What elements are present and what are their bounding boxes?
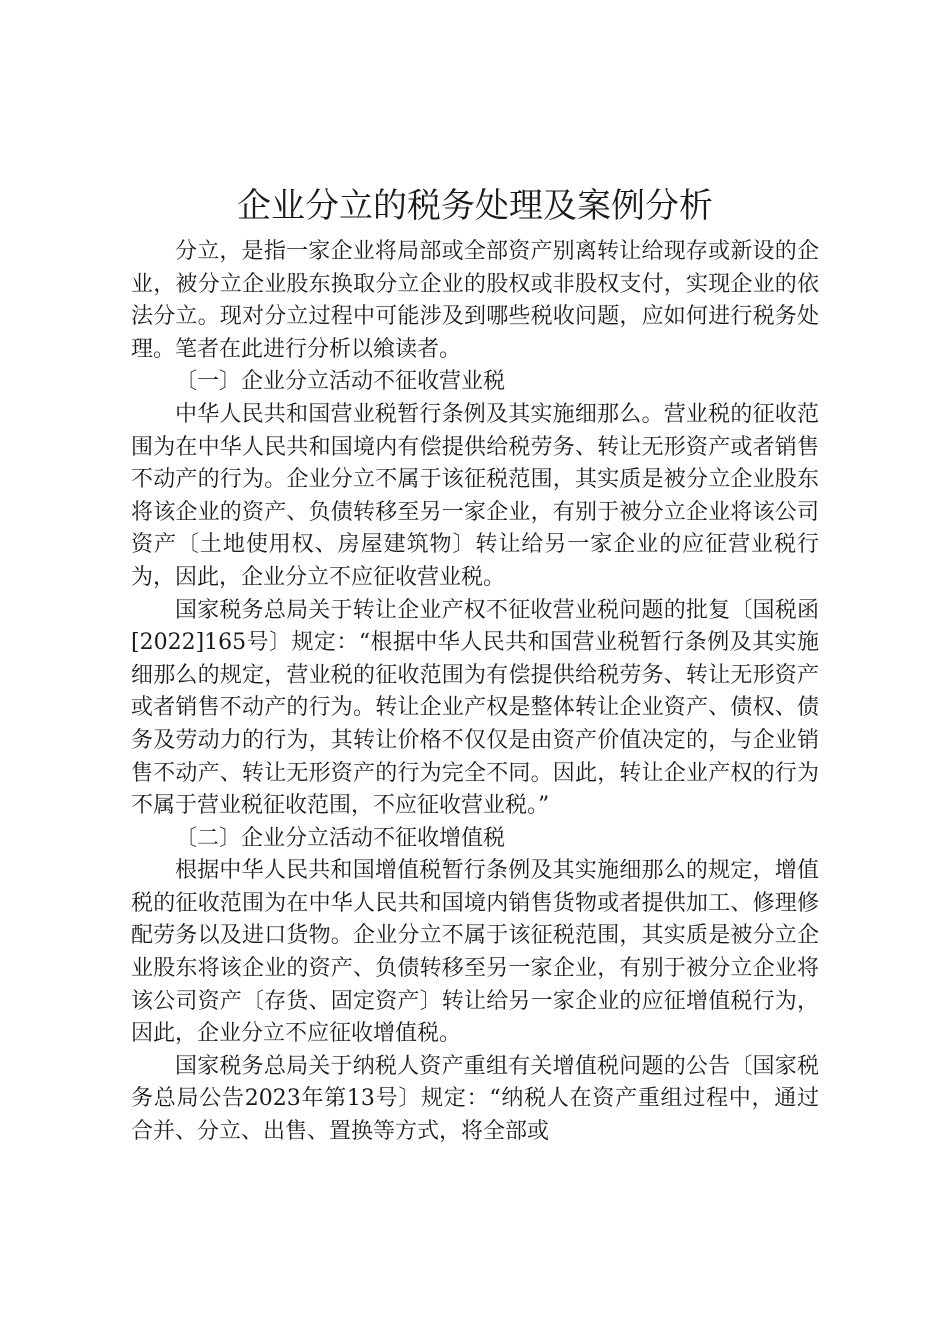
document-title: 企业分立的税务处理及案例分析 bbox=[237, 186, 713, 226]
paragraph-business-tax-reply: 国家税务总局关于转让企业产权不征收营业税问题的批复〔国税函[2022]165号〕规定：“根据中华人民共和国营业税暂行条例及其实施细那么的规定，营业税的征收范围为有偿提供给税劳务、转让无形资产或者销售不动产的行为。转让企业产权是整体转让企业资产、债权、债务及劳动力的行为，其转让价格不仅仅是由资产价值决定的，与企业销售不动产、转让无形资产的行为完全不同。因此，转让企业产权的行为不属于营业税征收范围，不应征收营业税。” bbox=[131, 597, 819, 819]
section-heading-2: 〔二〕企业分立活动不征收增值税 bbox=[175, 825, 506, 851]
section-heading-1: 〔一〕企业分立活动不征收营业税 bbox=[175, 369, 506, 395]
paragraph-business-tax: 中华人民共和国营业税暂行条例及其实施细那么。营业税的征收范围为在中华人民共和国境内有偿提供给税劳务、转让无形资产或者销售不动产的行为。企业分立不属于该征税范围，其实质是被分立企业股东将该企业的资产、负债转移至另一家企业，有别于被分立企业将该公司资产〔土地使用权、房屋建筑物〕转让给另一家企业的应征营业税行为，因此，企业分立不应征收营业税。 bbox=[131, 401, 819, 590]
paragraph-vat-announcement: 国家税务总局关于纳税人资产重组有关增值税问题的公告〔国家税务总局公告2023年第13号〕规定：“纳税人在资产重组过程中，通过合并、分立、出售、置换等方式，将全部或 bbox=[131, 1053, 819, 1145]
document-body bbox=[131, 236, 819, 1149]
paragraph-intro: 分立，是指一家企业将局部或全部资产别离转让给现存或新设的企业，被分立企业股东换取分立企业的股权或非股权支付，实现企业的依法分立。现对分立过程中可能涉及到哪些税收问题，应如何进行税务处理。笔者在此进行分析以飨读者。 bbox=[131, 239, 819, 362]
paragraph-vat: 根据中华人民共和国增值税暂行条例及其实施细那么的规定，增值税的征收范围为在中华人民共和国境内销售货物或者提供加工、修理修配劳务以及进口货物。企业分立不属于该征税范围，其实质是被分立企业股东将该企业的资产、负债转移至另一家企业，有别于被分立企业将该公司资产〔存货、固定资产〕转让给另一家企业的应征增值税行为，因此，企业分立不应征收增值税。 bbox=[131, 858, 819, 1047]
